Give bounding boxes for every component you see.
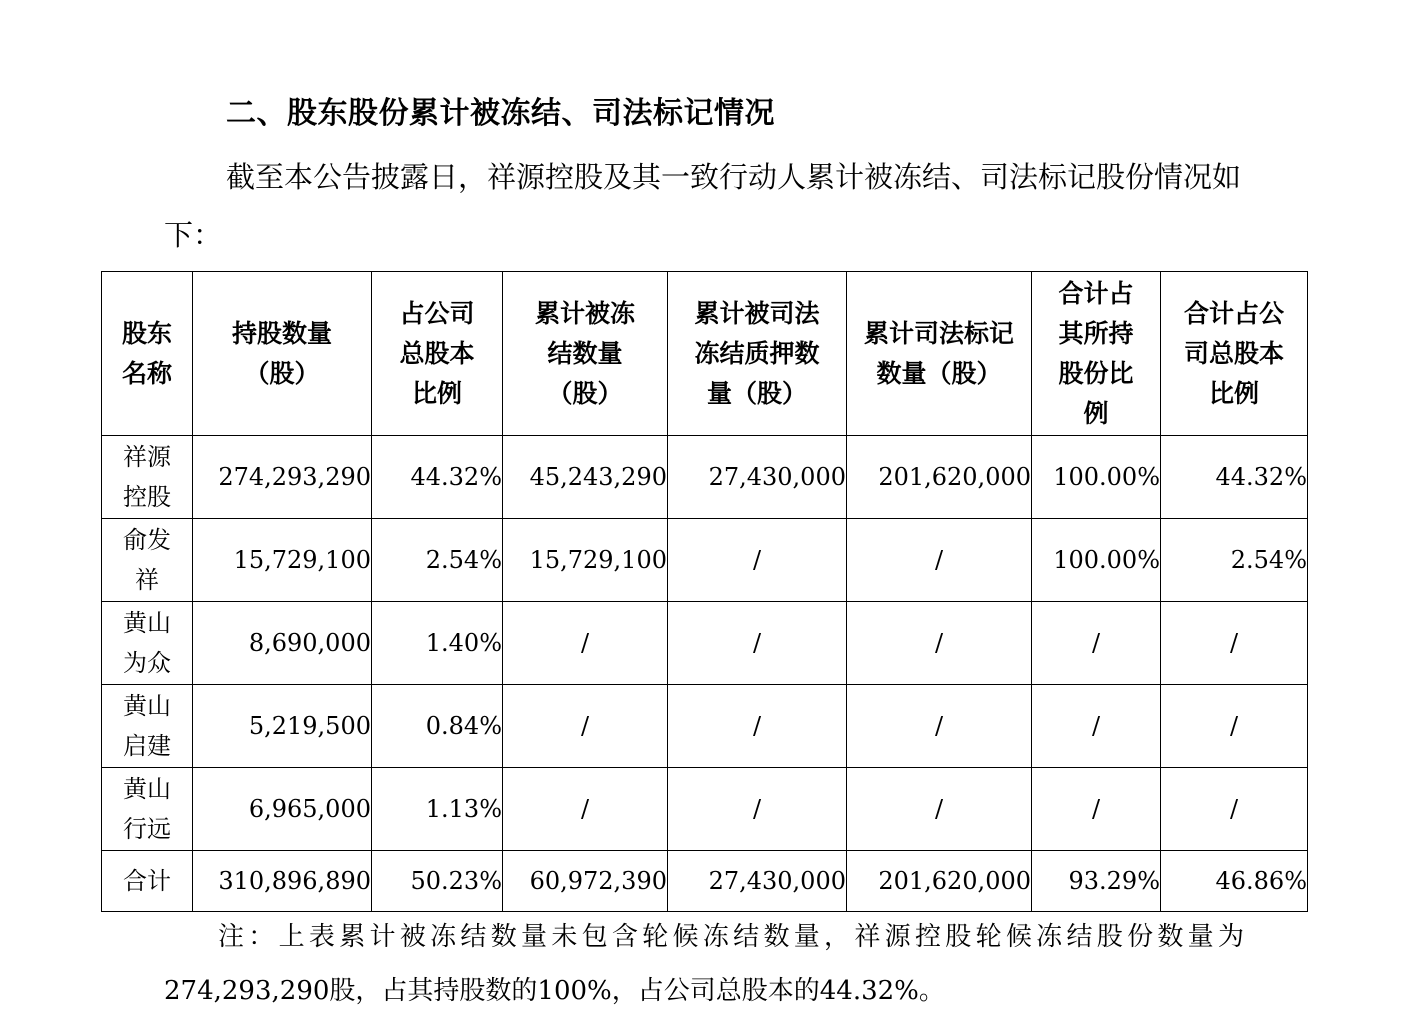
intro-paragraph (164, 148, 1254, 264)
cumulative-frozen: / (503, 768, 668, 851)
total-ratio-capital: 44.32% (1161, 436, 1308, 519)
intro-text: 截至本公告披露日，祥源控股及其一致行动人累计被冻结、司法标记股份情况如下： (164, 160, 1242, 252)
shareholder-name: 黄山启建 (102, 685, 193, 768)
cumulative-frozen: / (503, 685, 668, 768)
total-ratio-capital: / (1161, 768, 1308, 851)
total-ratio-capital: / (1161, 602, 1308, 685)
total-cumulative-frozen: 60,972,390 (503, 851, 668, 912)
shares-held: 15,729,100 (193, 519, 372, 602)
total-ratio-capital: / (1161, 685, 1308, 768)
judicial-frozen-pledged: / (668, 602, 847, 685)
shares-held: 6,965,000 (193, 768, 372, 851)
ratio-total-capital: 1.40% (372, 602, 503, 685)
total-ratio-capital: 46.86% (1161, 851, 1308, 912)
total-ratio-held: 100.00% (1032, 519, 1161, 602)
section-title: 二、股东股份累计被冻结、司法标记情况 (226, 96, 775, 131)
total-ratio-held: 93.29% (1032, 851, 1161, 912)
shareholder-name: 俞发祥 (102, 519, 193, 602)
table-row (102, 436, 1308, 519)
total-ratio-held: / (1032, 685, 1161, 768)
table-row (102, 602, 1308, 685)
shareholder-name: 祥源控股 (102, 436, 193, 519)
header-total-ratio-held: 合计占其所持股份比例 (1032, 272, 1161, 436)
judicial-marked: / (847, 519, 1032, 602)
header-total-ratio-capital: 合计占公司总股本比例 (1161, 272, 1308, 436)
header-shareholder-name: 股东名称 (102, 272, 193, 436)
table-row (102, 685, 1308, 768)
total-judicial-frozen-pledged: 27,430,000 (668, 851, 847, 912)
judicial-frozen-pledged: / (668, 685, 847, 768)
cumulative-frozen: 15,729,100 (503, 519, 668, 602)
total-label: 合计 (102, 851, 193, 912)
table-row (102, 519, 1308, 602)
note-line-1: 注：上表累计被冻结数量未包含轮候冻结数量，祥源控股轮候冻结股份数量为 (218, 922, 1244, 952)
header-shares-held: 持股数量（股） (193, 272, 372, 436)
ratio-total-capital: 0.84% (372, 685, 503, 768)
judicial-frozen-pledged: 27,430,000 (668, 436, 847, 519)
total-ratio-total-capital: 50.23% (372, 851, 503, 912)
header-cumulative-frozen: 累计被冻结数量（股） (503, 272, 668, 436)
frozen-shares-table (101, 271, 1308, 912)
shareholder-name: 黄山为众 (102, 602, 193, 685)
ratio-total-capital: 44.32% (372, 436, 503, 519)
judicial-frozen-pledged: / (668, 768, 847, 851)
shares-held: 274,293,290 (193, 436, 372, 519)
cumulative-frozen: 45,243,290 (503, 436, 668, 519)
judicial-frozen-pledged: / (668, 519, 847, 602)
shareholder-name: 黄山行远 (102, 768, 193, 851)
total-ratio-held: / (1032, 768, 1161, 851)
ratio-total-capital: 1.13% (372, 768, 503, 851)
table-note (164, 910, 1244, 1018)
ratio-total-capital: 2.54% (372, 519, 503, 602)
total-ratio-held: / (1032, 602, 1161, 685)
judicial-marked: / (847, 602, 1032, 685)
header-judicial-marked: 累计司法标记 数量（股） (847, 272, 1032, 436)
header-judicial-frozen-pledged: 累计被司法冻结质押数量（股） (668, 272, 847, 436)
total-ratio-capital: 2.54% (1161, 519, 1308, 602)
table-header-row (102, 272, 1308, 436)
table-total-row (102, 851, 1308, 912)
judicial-marked: / (847, 685, 1032, 768)
total-ratio-held: 100.00% (1032, 436, 1161, 519)
total-judicial-marked: 201,620,000 (847, 851, 1032, 912)
table-row (102, 768, 1308, 851)
judicial-marked: 201,620,000 (847, 436, 1032, 519)
shares-held: 8,690,000 (193, 602, 372, 685)
shares-held: 5,219,500 (193, 685, 372, 768)
total-shares-held: 310,896,890 (193, 851, 372, 912)
header-ratio-total-capital: 占公司总股本比例 (372, 272, 503, 436)
cumulative-frozen: / (503, 602, 668, 685)
judicial-marked: / (847, 768, 1032, 851)
note-line-2: 274,293,290股，占其持股数的100%，占公司总股本的44.32%。 (164, 976, 945, 1006)
